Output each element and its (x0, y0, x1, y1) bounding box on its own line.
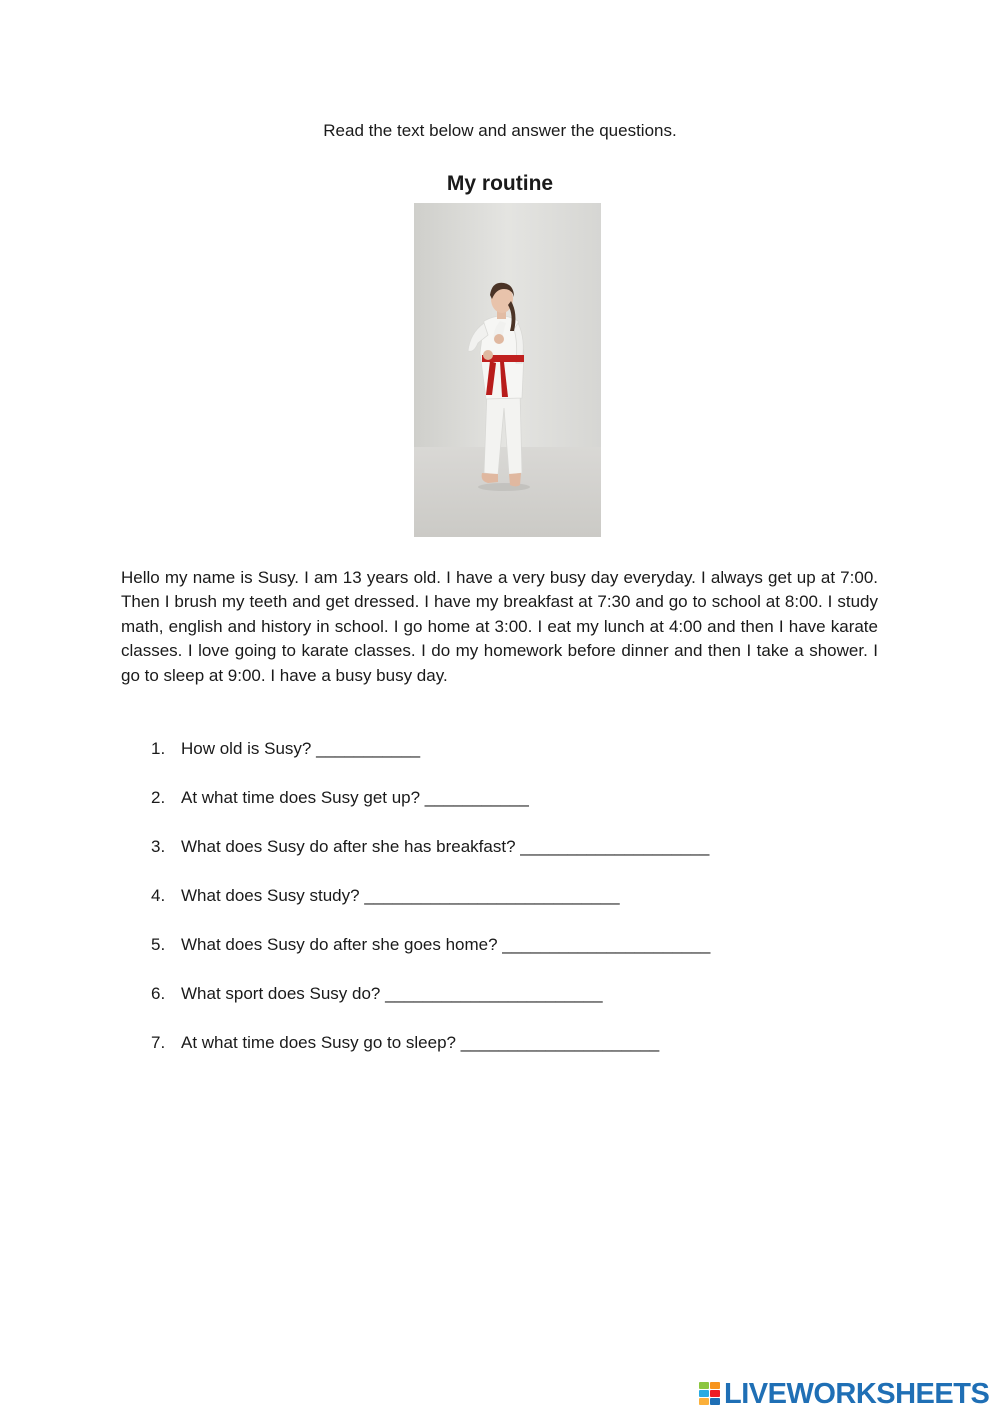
question-item (151, 737, 851, 786)
question-text[interactable]: What does Susy do after she has breakfast? ____________________ (181, 837, 710, 856)
question-number: 6. (151, 984, 166, 1003)
question-text[interactable]: What sport does Susy do? _______________________ (181, 984, 603, 1003)
instruction-text: Read the text below and answer the questions. (323, 121, 677, 140)
question-item (151, 835, 851, 884)
question-item (151, 1031, 851, 1080)
liveworksheets-logo (699, 1378, 989, 1410)
question-text[interactable]: How old is Susy? ___________ (181, 739, 421, 758)
question-item (151, 982, 851, 1031)
brand-name: LIVEWORKSHEETS (724, 1378, 990, 1410)
question-item (151, 933, 851, 982)
question-number: 1. (151, 739, 166, 758)
worksheet-title: My routine (446, 172, 554, 195)
liveworksheets-logo-icon (699, 1382, 721, 1406)
question-list (151, 737, 851, 1080)
question-number: 4. (151, 886, 166, 905)
question-item (151, 786, 851, 835)
question-text[interactable]: What does Susy do after she goes home? ______________________ (181, 935, 711, 954)
question-text[interactable]: What does Susy study? ___________________________ (181, 886, 620, 905)
question-number: 3. (151, 837, 166, 856)
question-number: 7. (151, 1033, 166, 1052)
karate-girl-photo (414, 203, 601, 537)
question-text[interactable]: At what time does Susy go to sleep? _____________________ (181, 1033, 660, 1052)
reading-passage: Hello my name is Susy. I am 13 years old. I have a very busy day everyday. I always get up at 7:00. Then I brush my teeth and get dressed. I have my breakfast at 7:30 and go to school at 8:00. I study math, english and history in school. I go home at 3:00. I eat my lunch at 4:00 and then I have karate classes. I love going to karate classes. I do my homework before dinner and then I take a shower. I go to sleep at 9:00. I have a busy busy day. (121, 568, 878, 685)
question-number: 5. (151, 935, 166, 954)
question-number: 2. (151, 788, 166, 807)
question-text[interactable]: At what time does Susy get up? ___________ (181, 788, 529, 807)
question-item (151, 884, 851, 933)
